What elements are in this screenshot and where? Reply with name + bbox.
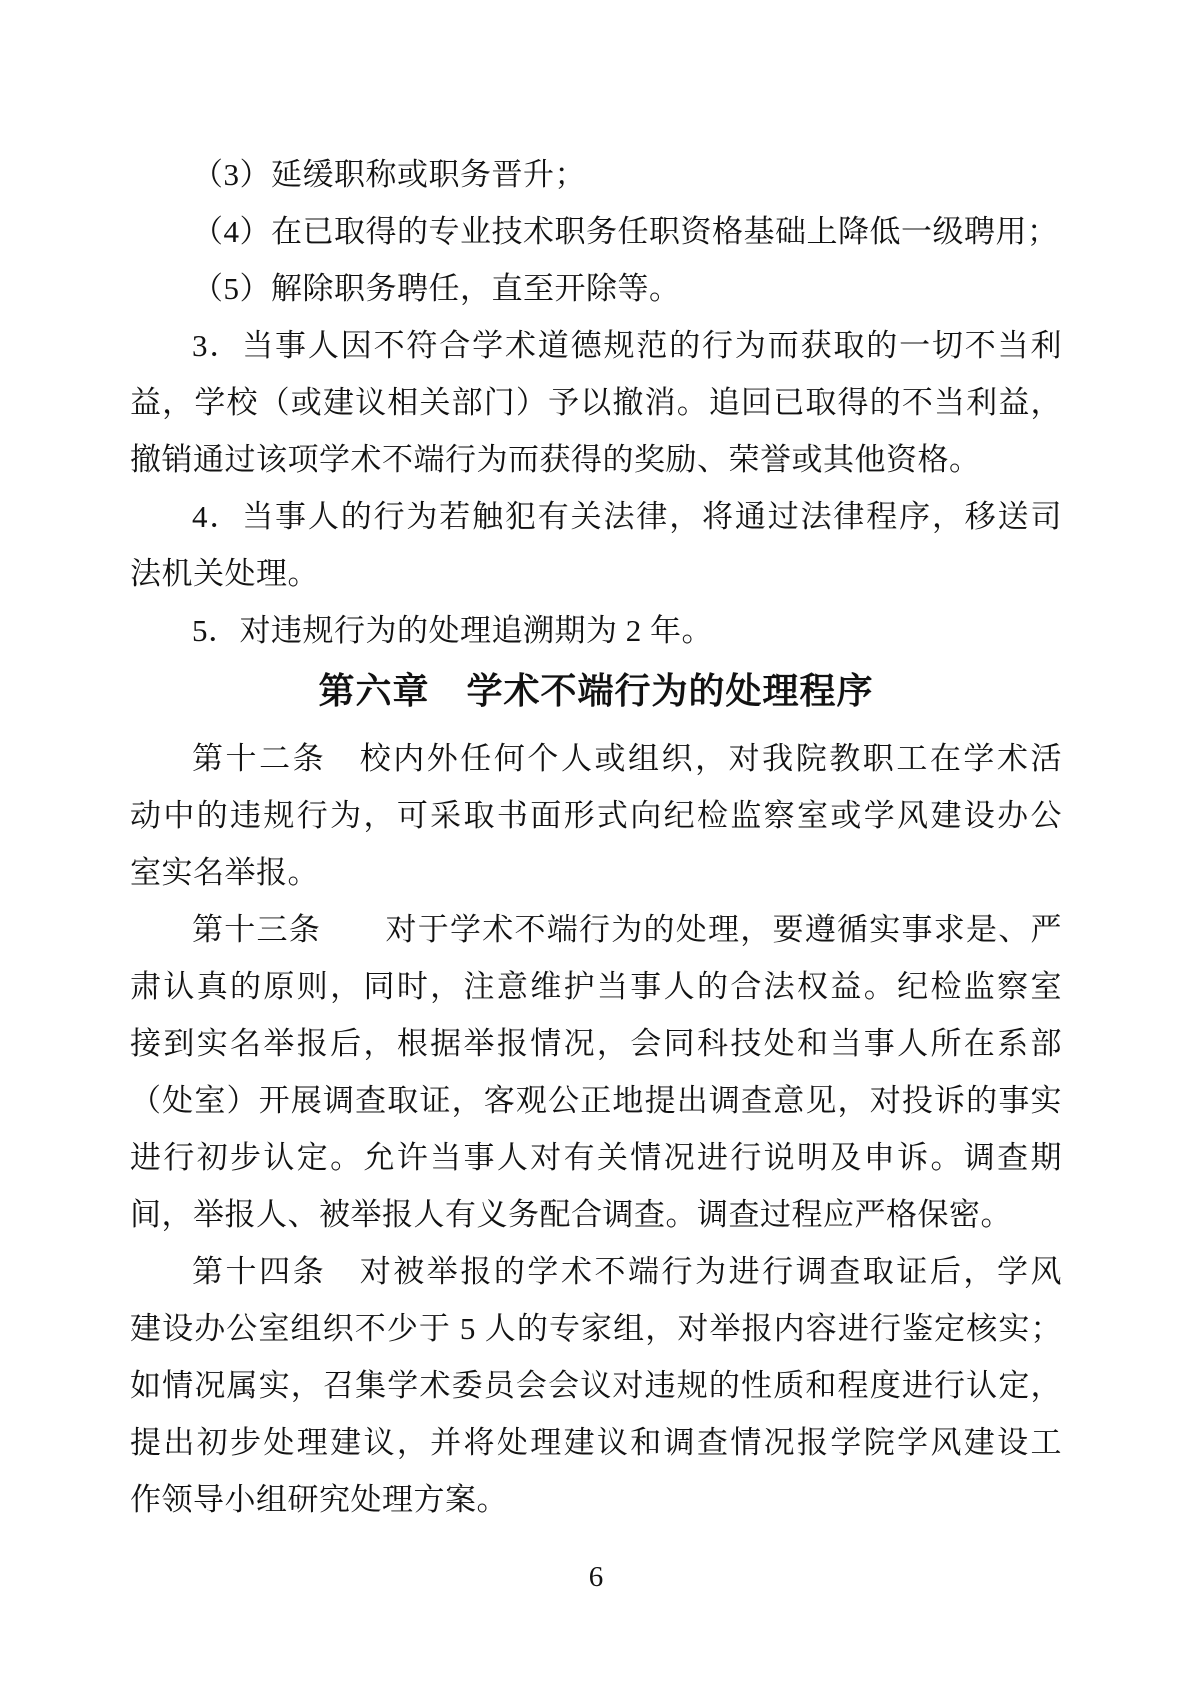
text-line: （5）解除职务聘任，直至开除等。 [192,271,681,306]
text-line: 进行初步认定。允许当事人对有关情况进行说明及申诉。调查期 [130,1140,1062,1175]
text-line: 第十二条 校内外任何个人或组织，对我院教职工在学术活 [192,741,1062,776]
text-line: 建设办公室组织不少于 5 人的专家组，对举报内容进行鉴定核实； [130,1311,1062,1346]
page-number: 6 [588,1561,604,1593]
text-line: 法机关处理。 [130,556,319,591]
text-line: 5．对违规行为的处理追溯期为 2 年。 [192,613,713,648]
text-line: 间，举报人、被举报人有义务配合调查。调查过程应严格保密。 [130,1197,1012,1232]
text-line: 如情况属实，召集学术委员会会议对违规的性质和程度进行认定， [130,1368,1062,1403]
text-line: 提出初步处理建议，并将处理建议和调查情况报学院学风建设工 [130,1425,1062,1460]
text-line: （处室）开展调查取证，客观公正地提出调查意见，对投诉的事实 [130,1083,1062,1118]
text-line: 作领导小组研究处理方案。 [130,1482,508,1517]
text-line: 3．当事人因不符合学术道德规范的行为而获取的一切不当利 [192,328,1062,363]
text-line: 益，学校（或建议相关部门）予以撤消。追回已取得的不当利益， [130,385,1062,420]
text-line: （4）在已取得的专业技术职务任职资格基础上降低一级聘用； [192,214,1059,249]
text-line: 室实名举报。 [130,855,319,890]
text-line: 第十三条 对于学术不端行为的处理，要遵循实事求是、严 [192,912,1062,947]
text-line: 肃认真的原则，同时，注意维护当事人的合法权益。纪检监察室 [130,969,1062,1004]
text-line: 接到实名举报后，根据举报情况，会同科技处和当事人所在系部 [130,1026,1062,1061]
text-line: （3）延缓职称或职务晋升； [192,157,586,192]
text-line: 4．当事人的行为若触犯有关法律，将通过法律程序，移送司 [192,499,1062,534]
text-line: 撤销通过该项学术不端行为而获得的奖励、荣誉或其他资格。 [130,442,981,477]
chapter-heading: 第六章 学术不端行为的处理程序 [318,671,874,711]
text-line: 第十四条 对被举报的学术不端行为进行调查取证后，学风 [192,1254,1062,1289]
text-line: 动中的违规行为，可采取书面形式向纪检监察室或学风建设办公 [130,798,1062,833]
